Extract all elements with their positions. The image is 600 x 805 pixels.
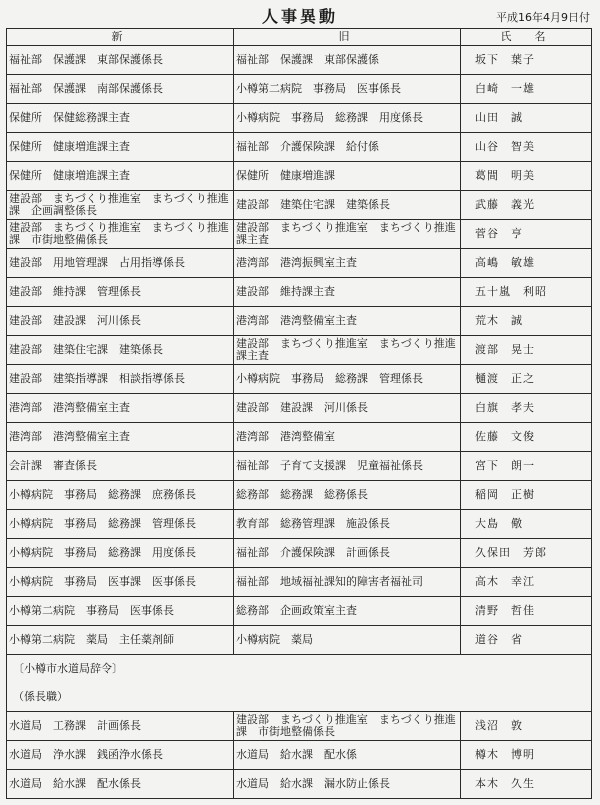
table-row bbox=[7, 307, 592, 336]
person-name-cell: 久保田 芳郎 bbox=[461, 539, 592, 568]
person-name-cell: 白崎 一雄 bbox=[461, 75, 592, 104]
table-row bbox=[7, 510, 592, 539]
table-row bbox=[7, 394, 592, 423]
old-position-cell: 福祉部 介護保険課 計画係長 bbox=[234, 539, 461, 568]
table-row bbox=[7, 133, 592, 162]
new-position-cell: 小樽病院 事務局 総務課 庶務係長 bbox=[7, 481, 234, 510]
table-row bbox=[7, 162, 592, 191]
table-row bbox=[7, 423, 592, 452]
person-name-cell: 本木 久生 bbox=[461, 770, 592, 799]
section-heading-row bbox=[7, 683, 592, 712]
new-position-cell: 福祉部 保護課 東部保護係長 bbox=[7, 46, 234, 75]
person-name-cell: 道谷 省 bbox=[461, 626, 592, 655]
person-name-cell: 宮下 朗一 bbox=[461, 452, 592, 481]
new-position-cell: 小樽第二病院 事務局 医事係長 bbox=[7, 597, 234, 626]
table-header-row bbox=[7, 29, 592, 46]
new-position-cell: 建設部 建築指導課 相談指導係長 bbox=[7, 365, 234, 394]
table-row bbox=[7, 220, 592, 249]
table-row bbox=[7, 104, 592, 133]
new-position-cell: 建設部 用地管理課 占用指導係長 bbox=[7, 249, 234, 278]
new-position-cell: 会計課 審査係長 bbox=[7, 452, 234, 481]
table-row bbox=[7, 770, 592, 799]
old-position-cell: 福祉部 介護保険課 給付係 bbox=[234, 133, 461, 162]
table-row bbox=[7, 597, 592, 626]
new-position-cell: 水道局 浄水課 銭函浄水係長 bbox=[7, 741, 234, 770]
table-row bbox=[7, 365, 592, 394]
new-position-cell: 小樽病院 事務局 総務課 用度係長 bbox=[7, 539, 234, 568]
old-position-cell: 建設部 建築住宅課 建築係長 bbox=[234, 191, 461, 220]
old-position-cell: 小樽第二病院 事務局 医事係長 bbox=[234, 75, 461, 104]
city-transfers bbox=[7, 46, 592, 655]
article-title: 人事異動 bbox=[261, 7, 338, 26]
old-position-cell: 総務部 企画政策室主査 bbox=[234, 597, 461, 626]
new-position-cell: 水道局 給水課 配水係長 bbox=[7, 770, 234, 799]
table-row bbox=[7, 539, 592, 568]
old-position-cell: 小樽病院 薬局 bbox=[234, 626, 461, 655]
new-position-cell: 小樽第二病院 薬局 主任薬剤師 bbox=[7, 626, 234, 655]
new-position-cell: 保健所 保健総務課主査 bbox=[7, 104, 234, 133]
table-row bbox=[7, 626, 592, 655]
water-bureau-section bbox=[7, 655, 592, 712]
effective-date: 平成16年4月9日付 bbox=[496, 11, 590, 24]
table-row bbox=[7, 452, 592, 481]
new-position-cell: 保健所 健康増進課主査 bbox=[7, 162, 234, 191]
old-position-cell: 建設部 まちづくり推進室 まちづくり推進課主査 bbox=[234, 220, 461, 249]
section-heading-water-bureau: 〔小樽市水道局辞令〕 bbox=[7, 655, 592, 684]
table-row bbox=[7, 46, 592, 75]
old-position-cell: 小樽病院 事務局 総務課 用度係長 bbox=[234, 104, 461, 133]
old-position-cell: 建設部 まちづくり推進室 まちづくり推進課 市街地整備係長 bbox=[234, 712, 461, 741]
old-position-cell: 福祉部 子育て支援課 児童福祉係長 bbox=[234, 452, 461, 481]
person-name-cell: 樽木 博明 bbox=[461, 741, 592, 770]
table-row bbox=[7, 336, 592, 365]
new-position-cell: 小樽病院 事務局 総務課 管理係長 bbox=[7, 510, 234, 539]
column-header-new: 新 bbox=[7, 29, 234, 46]
person-name-cell: 渡部 晃士 bbox=[461, 336, 592, 365]
new-position-cell: 建設部 まちづくり推進室 まちづくり推進課 市街地整備係長 bbox=[7, 220, 234, 249]
personnel-transfer-table bbox=[6, 28, 592, 799]
new-position-cell: 建設部 建設課 河川係長 bbox=[7, 307, 234, 336]
section-heading-row bbox=[7, 655, 592, 684]
old-position-cell: 福祉部 地域福祉課知的障害者福祉司 bbox=[234, 568, 461, 597]
new-position-cell: 建設部 建築住宅課 建築係長 bbox=[7, 336, 234, 365]
table-row bbox=[7, 741, 592, 770]
old-position-cell: 水道局 給水課 漏水防止係長 bbox=[234, 770, 461, 799]
new-position-cell: 福祉部 保護課 南部保護係長 bbox=[7, 75, 234, 104]
old-position-cell: 港湾部 港湾振興室主査 bbox=[234, 249, 461, 278]
table-row bbox=[7, 75, 592, 104]
table-row bbox=[7, 191, 592, 220]
section-heading-chief-level: （係長職） bbox=[7, 683, 592, 712]
old-position-cell: 水道局 給水課 配水係 bbox=[234, 741, 461, 770]
new-position-cell: 水道局 工務課 計画係長 bbox=[7, 712, 234, 741]
person-name-cell: 大島 儆 bbox=[461, 510, 592, 539]
person-name-cell: 高木 幸江 bbox=[461, 568, 592, 597]
table-row bbox=[7, 481, 592, 510]
old-position-cell: 福祉部 保護課 東部保護係 bbox=[234, 46, 461, 75]
table-row bbox=[7, 568, 592, 597]
person-name-cell: 葛間 明美 bbox=[461, 162, 592, 191]
person-name-cell: 稲岡 正樹 bbox=[461, 481, 592, 510]
person-name-cell: 樋渡 正之 bbox=[461, 365, 592, 394]
person-name-cell: 武藤 義光 bbox=[461, 191, 592, 220]
new-position-cell: 建設部 まちづくり推進室 まちづくり推進課 企画調整係長 bbox=[7, 191, 234, 220]
person-name-cell: 菅谷 亨 bbox=[461, 220, 592, 249]
old-position-cell: 小樽病院 事務局 総務課 管理係長 bbox=[234, 365, 461, 394]
person-name-cell: 荒木 誠 bbox=[461, 307, 592, 336]
person-name-cell: 坂下 葉子 bbox=[461, 46, 592, 75]
old-position-cell: 港湾部 港湾整備室主査 bbox=[234, 307, 461, 336]
person-name-cell: 清野 哲佳 bbox=[461, 597, 592, 626]
article-header bbox=[0, 0, 600, 28]
table-row bbox=[7, 278, 592, 307]
table-row bbox=[7, 712, 592, 741]
new-position-cell: 保健所 健康増進課主査 bbox=[7, 133, 234, 162]
old-position-cell: 保健所 健康増進課 bbox=[234, 162, 461, 191]
person-name-cell: 山谷 智美 bbox=[461, 133, 592, 162]
table-row bbox=[7, 249, 592, 278]
column-header-old: 旧 bbox=[234, 29, 461, 46]
old-position-cell: 建設部 建設課 河川係長 bbox=[234, 394, 461, 423]
new-position-cell: 港湾部 港湾整備室主査 bbox=[7, 423, 234, 452]
water-bureau-transfers bbox=[7, 712, 592, 799]
new-position-cell: 港湾部 港湾整備室主査 bbox=[7, 394, 234, 423]
old-position-cell: 建設部 まちづくり推進室 まちづくり推進課主査 bbox=[234, 336, 461, 365]
old-position-cell: 港湾部 港湾整備室 bbox=[234, 423, 461, 452]
old-position-cell: 教育部 総務管理課 施設係長 bbox=[234, 510, 461, 539]
old-position-cell: 総務部 総務課 総務係長 bbox=[234, 481, 461, 510]
new-position-cell: 建設部 維持課 管理係長 bbox=[7, 278, 234, 307]
new-position-cell: 小樽病院 事務局 医事課 医事係長 bbox=[7, 568, 234, 597]
person-name-cell: 五十嵐 利昭 bbox=[461, 278, 592, 307]
person-name-cell: 佐藤 文俊 bbox=[461, 423, 592, 452]
column-header-name: 氏 名 bbox=[461, 29, 592, 46]
person-name-cell: 山田 誠 bbox=[461, 104, 592, 133]
person-name-cell: 高嶋 敏雄 bbox=[461, 249, 592, 278]
person-name-cell: 浅沼 敦 bbox=[461, 712, 592, 741]
old-position-cell: 建設部 維持課主査 bbox=[234, 278, 461, 307]
person-name-cell: 白旗 孝夫 bbox=[461, 394, 592, 423]
